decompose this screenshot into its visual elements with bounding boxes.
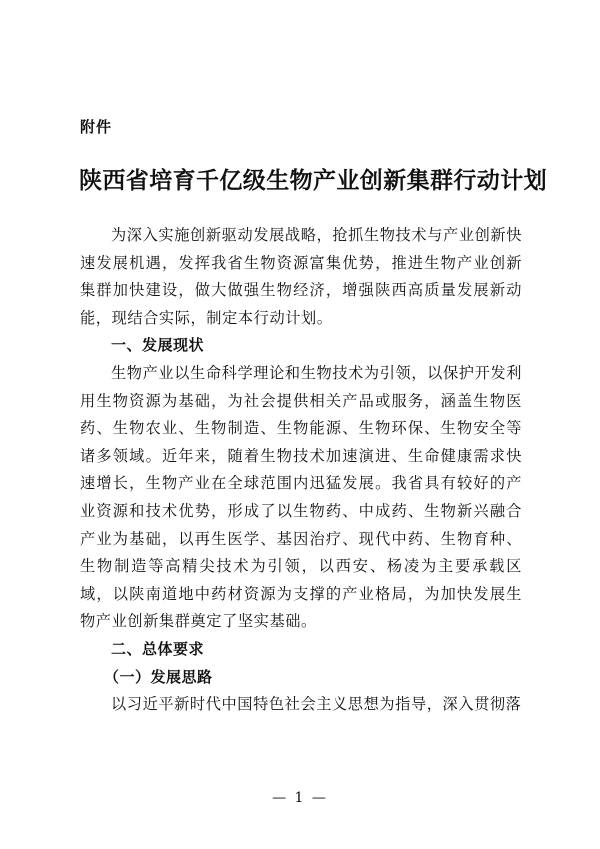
- section-body-status: 生物产业以生命科学理论和生物技术为引领，以保护开发利用生物资源为基础，为社会提供相关产品或服务，涵盖生物医药、生物农业、生物制造、生物能源、生物环保、生物安全等诸多领域。近年来，随着生物技术加速演进、生命健康需求快速增长，生物产业在全球范围内迅猛发展。我省具有较好的产业资源和技术优势，形成了以生物药、中成药、生物新兴融合产业为基础，以再生医学、基因治疗、现代中药、生物育种、生物制造等高精尖技术为引领，以西安、杨凌为主要承载区域，以陕南道地中药材资源为支撑的产业格局，为加快发展生物产业创新集群奠定了坚实基础。: [80, 363, 522, 631]
- section-heading-requirements: 二、总体要求: [111, 639, 205, 658]
- document-title: 陕西省培育千亿级生物产业创新集群行动计划: [79, 167, 547, 194]
- intro-paragraph: 为深入实施创新驱动发展战略，抢抓生物技术与产业创新快速发展机遇，发挥我省生物资源富集优势，推进生物产业创新集群加快建设，做大做强生物经济，增强陕西高质量发展新动能，现结合实际，制定本行动计划。: [80, 226, 522, 327]
- section-heading-status: 一、发展现状: [111, 336, 205, 355]
- document-body: [80, 222, 522, 719]
- page-number: — 1 —: [272, 790, 328, 806]
- section-body-ideas: 以习近平新时代中国特色社会主义思想为指导，深入贯彻落: [111, 695, 522, 714]
- attachment-label: 附件: [80, 118, 113, 136]
- subsection-heading-ideas: （一）发展思路: [104, 667, 213, 686]
